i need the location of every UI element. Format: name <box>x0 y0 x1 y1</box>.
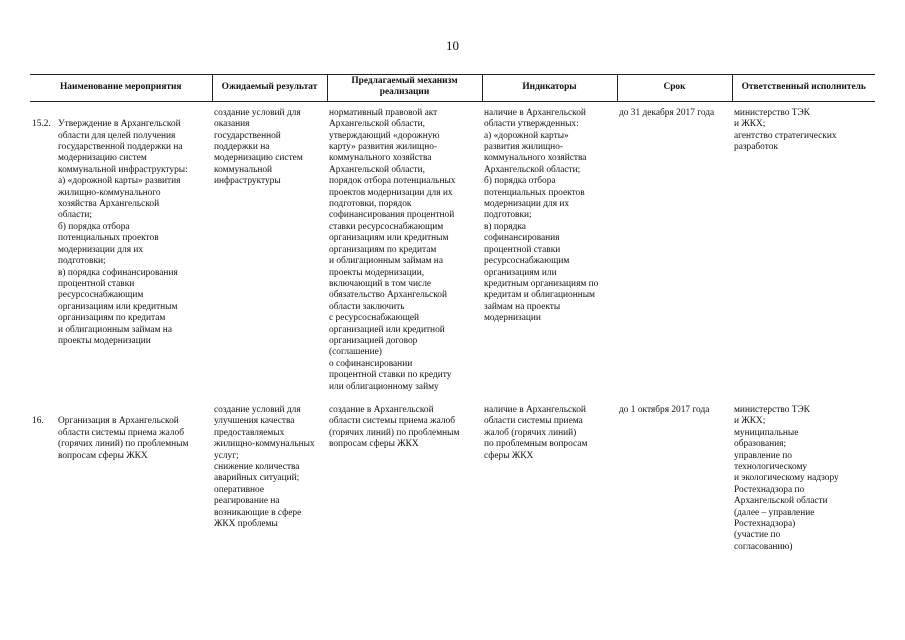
mechanism: создание в Архангельской области системы приема жалоб (горячих линий) по проблемным вопросам сферы ЖКХ <box>329 404 460 450</box>
header-indicators: Индикаторы <box>482 75 617 102</box>
row-number: 16. <box>32 416 44 427</box>
expected-result: создание условий для оказания государственной поддержки на модернизацию систем коммунальной инфраструктуры <box>214 107 303 187</box>
expected-result: создание условий для улучшения качества предоставляемых жилищно-коммунальных услуг; снижение количества аварийных ситуаций; оперативное реагирование на возникающие в сфере ЖКХ проблемы <box>214 404 315 530</box>
table-header-row <box>30 75 875 102</box>
header-responsible: Ответственный исполнитель <box>732 75 875 102</box>
indicators: наличие в Архангельской области утвержденных: а) «дорожной карты» развития жилищно- коммунального хозяйства Архангельской области; б) порядка отбора потенциальных проектов модернизации для их подготовки; в) порядка софинансирования процентной ставки ресурсоснабжающим организациям или кредитным организациям по кредитам и облигационным займам на проекты модернизации <box>484 107 599 324</box>
table-row <box>30 393 875 553</box>
header-result: Ожидаемый результат <box>212 75 327 102</box>
table-row <box>30 101 875 393</box>
page-number: 10 <box>446 38 459 53</box>
responsible: министерство ТЭК и ЖКХ; муниципальные образования; управление по технологическому и экологическому надзору Ростехнадзора по Архангельской области (далее – управление Ростехнадзора) (участие по согласованию) <box>734 404 839 552</box>
deadline: до 31 декабря 2017 года <box>619 107 715 118</box>
measure-name: Утверждение в Архангельской области для целей получения государственной поддержки на модернизацию систем коммунальной инфраструктуры: а) «дорожной карты» развития жилищно-коммунального хозяйства Архангельской области; б) порядка отбора потенциальных проектов модернизации для их подготовки; в) порядка софинансирования процентной ставки ресурсоснабжающим организациям или кредитным организациям по кредитам и облигационным займам на проекты модернизации <box>58 119 188 346</box>
deadline: до 1 октября 2017 года <box>619 404 710 415</box>
name-cell <box>30 101 212 393</box>
header-mechanism: Предлагаемый механизм реализации <box>327 75 482 102</box>
indicators: наличие в Архангельской области системы приема жалоб (горячих линий) по проблемным вопросам сферы ЖКХ <box>484 404 588 461</box>
measure-name: Организация в Архангельской области системы приема жалоб (горячих линий) по проблемным вопросам сферы ЖКХ <box>58 416 189 461</box>
responsible: министерство ТЭК и ЖКХ; агентство стратегических разработок <box>734 107 837 153</box>
header-deadline: Срок <box>617 75 732 102</box>
action-plan-table <box>30 74 875 553</box>
name-cell <box>30 393 212 553</box>
mechanism: нормативный правовой акт Архангельской области, утверждающий «дорожную карту» развития жилищно- коммунального хозяйства Архангельской области, порядок отбора потенциальных проектов модернизации для их подготовки, порядок софинансирования процентной ставки ресурсоснабжающим организациям или кредитным организациям по кредитам и облигационным займам на проекты модернизации, включающий в том числе обязательство Архангельской области заключить с ресурсоснабжающей организацией или кредитной организацией договор (соглашение) о софинансировании процентной ставки по кредиту или облигационному займу <box>329 107 456 392</box>
row-number: 15.2. <box>32 119 51 130</box>
header-name: Наименование мероприятия <box>30 75 212 102</box>
